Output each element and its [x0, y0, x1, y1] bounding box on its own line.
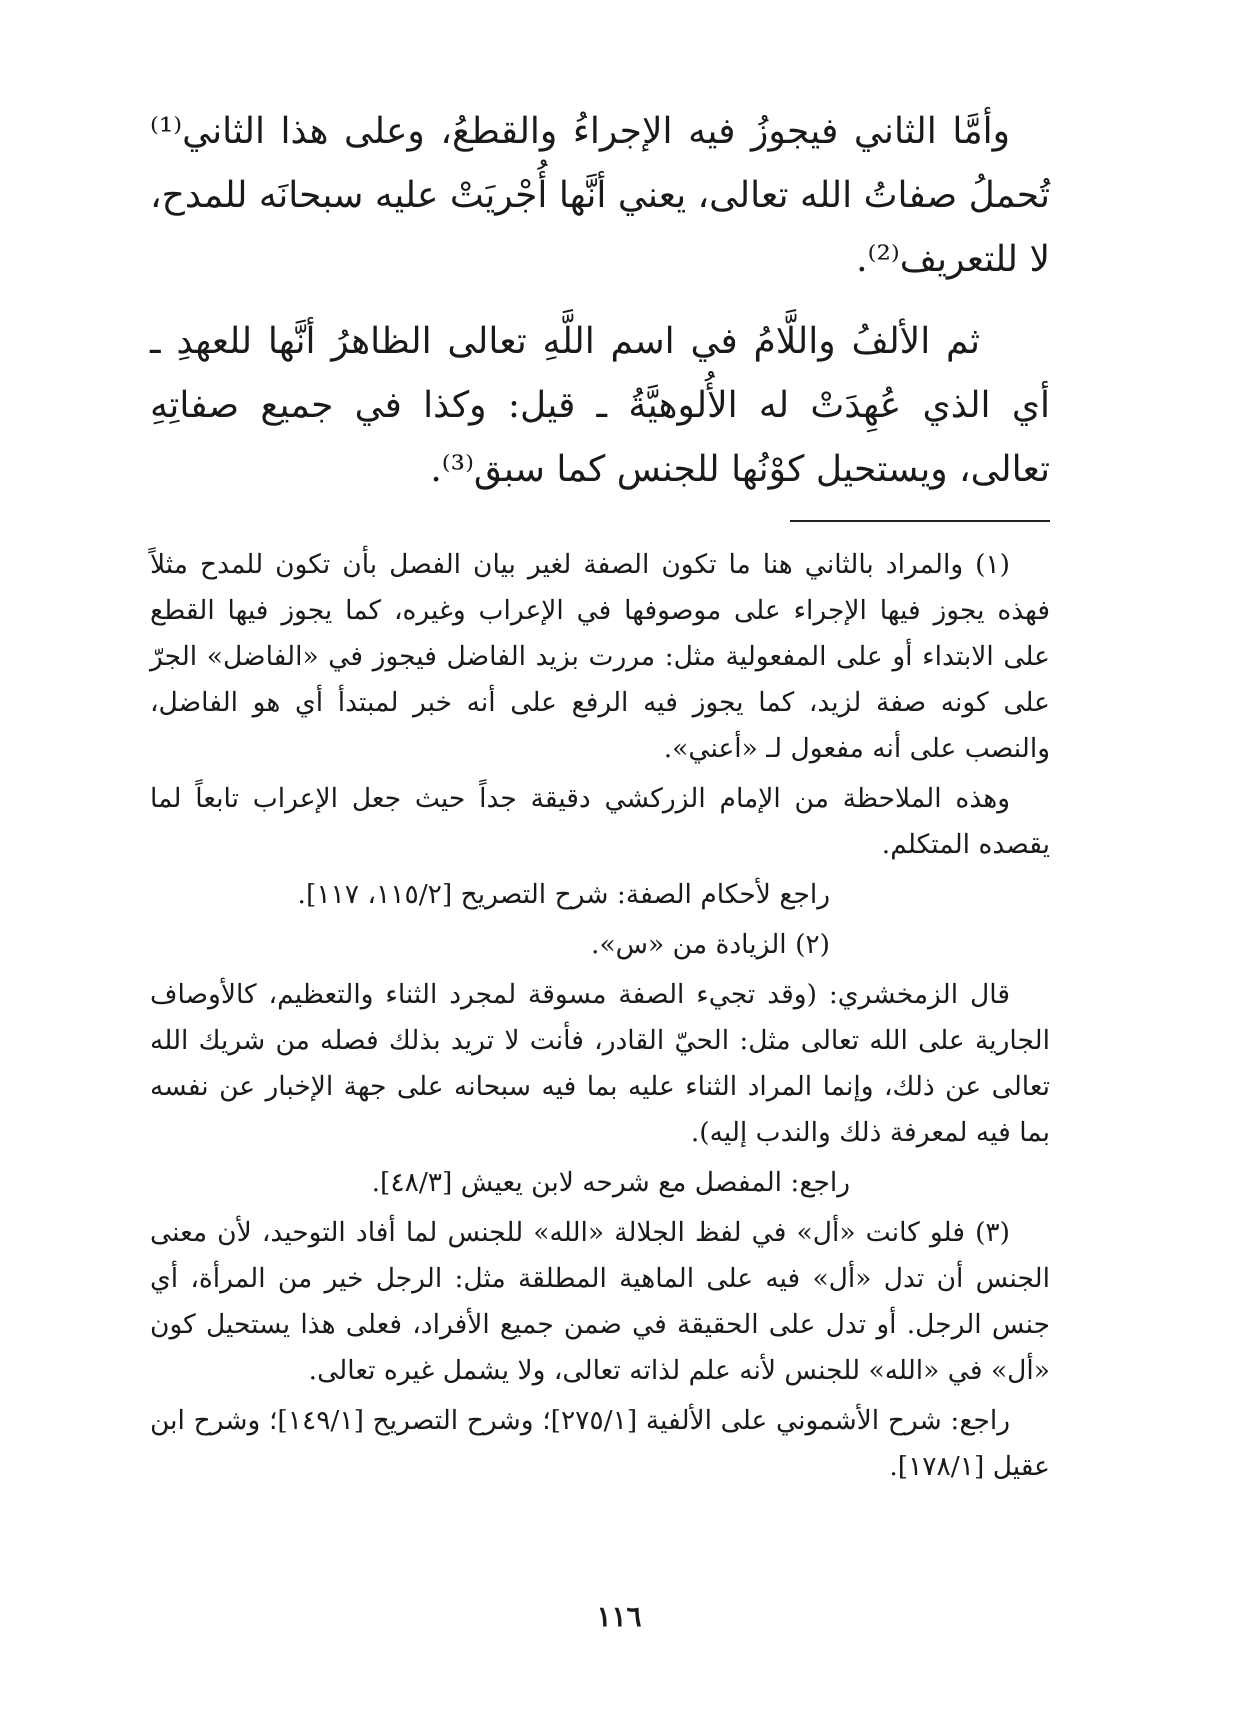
footnote-3: (٣) فلو كانت «أل» في لفظ الجلالة «الله» للجنس لما أفاد التوحيد، لأن معنى الجنس أن تدل «أل» فيه على الماهية المطلقة مثل: الرجل خير من المرأة، أي جنس الرجل. أو تدل على الحقيقة في ضمن جميع الأفراد، فعلى هذا يستحيل كون «أل» في «الله» للجنس لأنه علم لذاته تعالى، ولا يشمل غيره تعالى. [150, 1217, 1050, 1386]
footnote-2: (٢) الزيادة من «س». [591, 929, 830, 960]
main-paragraph: ثم الألفُ واللَّامُ في اسم اللَّهِ تعالى الظاهرُ أنَّها للعهدِ ـ أي الذي عُهِدَتْ له الأُلوهيَّةُ ـ قيل: وكذا في جميع صفاتِهِ تعالى، ويستحيل كوْنُها للجنس كما سبق⁽³⁾. [150, 321, 1050, 490]
main-paragraph: وأمَّا الثاني فيجوزُ فيه الإجراءُ والقطعُ، وعلى هذا الثاني⁽¹⁾ تُحملُ صفاتُ الله تعالى، يعني أنَّها أُجْريَتْ عليه سبحانَه للمدح، لا للتعريف⁽²⁾. [150, 111, 1050, 280]
main-text [150, 100, 1050, 502]
page-number: ١١٦ [596, 1600, 642, 1633]
footnote-reference: راجع: شرح الأشموني على الألفية [٢٧٥/١]؛ وشرح التصريح [١٤٩/١]؛ وشرح ابن عقيل [١٧٨/١]. [150, 1405, 1050, 1482]
footnote-separator [790, 520, 1050, 522]
footnote-1-continuation: وهذه الملاحظة من الإمام الزركشي دقيقة جداً حيث جعل الإعراب تابعاً لما يقصده المتكلم. [150, 783, 1050, 860]
footnote-reference: راجع لأحكام الصفة: شرح التصريح [١١٥/٢، ١١٧]. [297, 879, 830, 910]
footnote-2-quote: قال الزمخشري: (وقد تجيء الصفة مسوقة لمجرد الثناء والتعظيم، كالأوصاف الجارية على الله تعالى مثل: الحيّ القادر، فأنت لا تريد بذلك فصله من شريك الله تعالى عن ذلك، وإنما المراد الثناء عليه بما فيه سبحانه على جهة الإخبار عن نفسه بما فيه لمعرفة ذلك والندب إليه). [150, 979, 1050, 1148]
footnotes [150, 542, 1050, 1490]
page-body [150, 100, 1050, 1494]
footnote-reference: راجع: المفصل مع شرحه لابن يعيش [٤٨/٣]. [371, 1167, 850, 1198]
footnote-1: (١) والمراد بالثاني هنا ما تكون الصفة لغير بيان الفصل بأن تكون للمدح مثلاً فهذه يجوز فيها الإجراء على موصوفها في الإعراب وغيره، كما يجوز فيها القطع على الابتداء أو على المفعولية مثل: مررت بزيد الفاضل فيجوز في «الفاضل» الجرّ على كونه صفة لزيد، كما يجوز فيه الرفع على أنه خبر لمبتدأ أي هو الفاضل، والنصب على أنه مفعول لـ «أعني». [150, 549, 1050, 764]
